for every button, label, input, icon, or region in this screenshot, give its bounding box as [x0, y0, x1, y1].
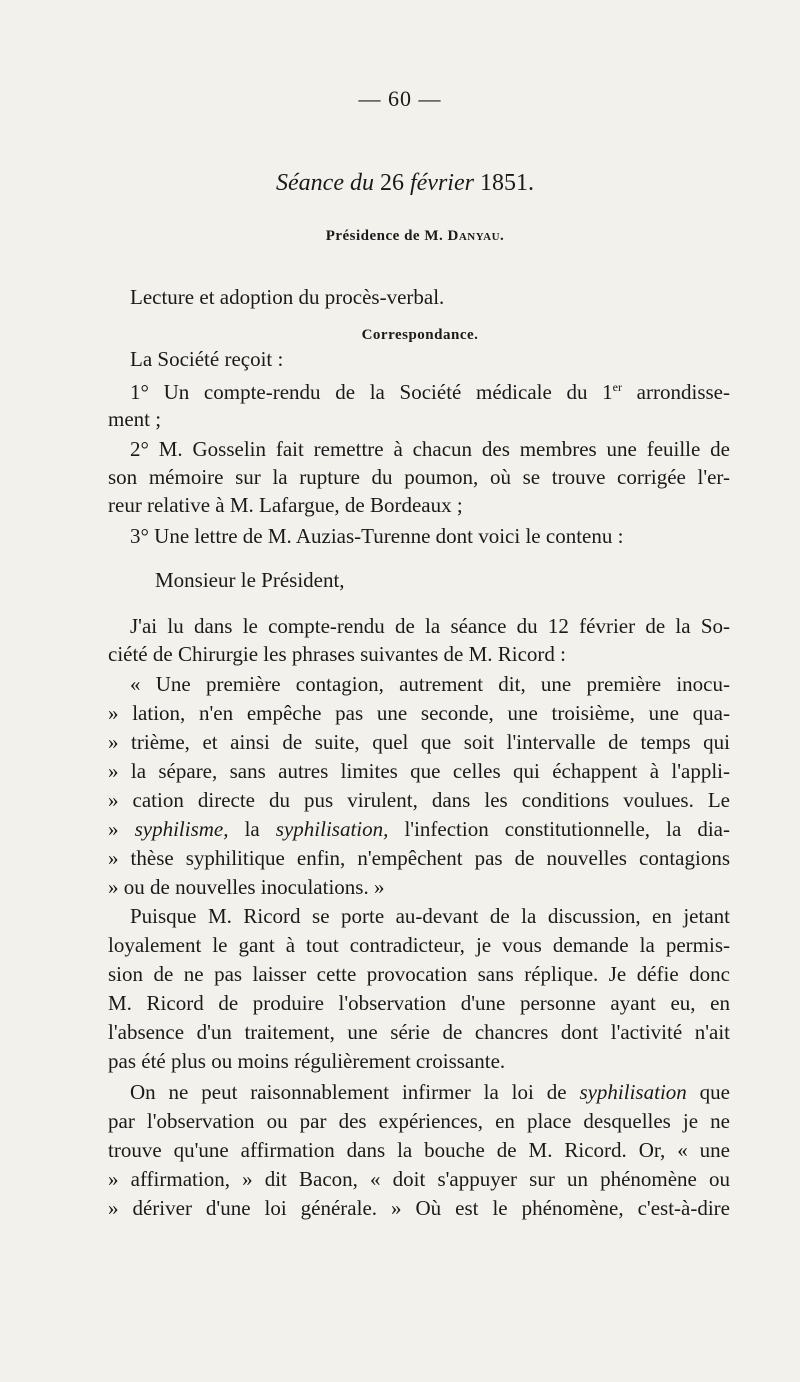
item-2-line-2: son mémoire sur la rupture du poumon, où se trouve corrigée l'er- — [108, 465, 730, 489]
letter-p2-line-3: sion de ne pas laisser cette provocation sans réplique. Je défie donc — [108, 962, 730, 986]
page-number: — 60 — — [358, 86, 442, 111]
session-heading: Séance du 26 février 1851. — [276, 170, 534, 196]
quote-line-2: » lation, n'en empêche pas une seconde, une troisième, une qua- — [108, 701, 730, 725]
quote-line-5: » cation directe du pus virulent, dans les conditions voulues. Le — [108, 788, 730, 812]
letter-p2-line-4: M. Ricord de produire l'observation d'une personne ayant eu, en — [108, 991, 730, 1015]
letter-p3-line-4: » affirmation, » dit Bacon, « doit s'appuyer sur un phénomène ou — [108, 1167, 730, 1191]
item-1-cont: ment ; — [108, 407, 162, 431]
quote-line-6: » syphilisme, la syphilisation, l'infection constitutionnelle, la dia- — [108, 817, 730, 841]
item-3: 3° Une lettre de M. Auzias-Turenne dont voici le contenu : — [130, 524, 624, 548]
letter-p2-line-1: Puisque M. Ricord se porte au-devant de la discussion, en jetant — [130, 904, 730, 928]
minutes-line: Lecture et adoption du procès-verbal. — [130, 285, 445, 309]
letter-p3-line-2: par l'observation ou par des expériences, en place desquelles je ne — [108, 1109, 730, 1133]
letter-p1-line-2: ciété de Chirurgie les phrases suivantes de M. Ricord : — [108, 642, 567, 666]
letter-p1-line-1: J'ai lu dans le compte-rendu de la séance du 12 février de la So- — [130, 614, 730, 638]
letter-p3-line-1: On ne peut raisonnablement infirmer la loi de syphilisation que — [130, 1080, 730, 1104]
item-2-line-1: 2° M. Gosselin fait remettre à chacun des membres une feuille de — [130, 437, 730, 461]
receives-line: La Société reçoit : — [130, 347, 284, 371]
letter-p2-line-5: l'absence d'un traitement, une série de chancres dont l'activité n'ait — [108, 1020, 730, 1044]
item-2-line-3: reur relative à M. Lafargue, de Bordeaux ; — [108, 493, 463, 517]
quote-line-7: » thèse syphilitique enfin, n'empêchent pas de nouvelles contagions — [108, 846, 730, 870]
presidency-line: Présidence de M. Danyau. — [325, 228, 505, 244]
quote-line-4: » la sépare, sans autres limites que celles qui échappent à l'appli- — [108, 759, 730, 783]
letter-p2-line-6: pas été plus ou moins régulièrement croissante. — [108, 1049, 506, 1073]
letter-p3-line-5: » dériver d'une loi générale. » Où est le phénomène, c'est-à-dire — [108, 1196, 730, 1220]
quote-line-1: « Une première contagion, autrement dit, une première inocu- — [130, 672, 730, 696]
correspondence-heading: Correspondance. — [361, 327, 479, 343]
letter-p2-line-2: loyalement le gant à tout contradicteur, je vous demande la permis- — [108, 933, 730, 957]
item-1: 1° Un compte-rendu de la Société médicale du 1er arrondisse- — [130, 380, 730, 404]
letter-salutation: Monsieur le Président, — [155, 568, 345, 592]
quote-line-8: » ou de nouvelles inoculations. » — [108, 875, 385, 899]
letter-p3-line-3: trouve qu'une affirmation dans la bouche de M. Ricord. Or, « une — [108, 1138, 730, 1162]
quote-line-3: » trième, et ainsi de suite, quel que soit l'intervalle de temps qui — [108, 730, 730, 754]
